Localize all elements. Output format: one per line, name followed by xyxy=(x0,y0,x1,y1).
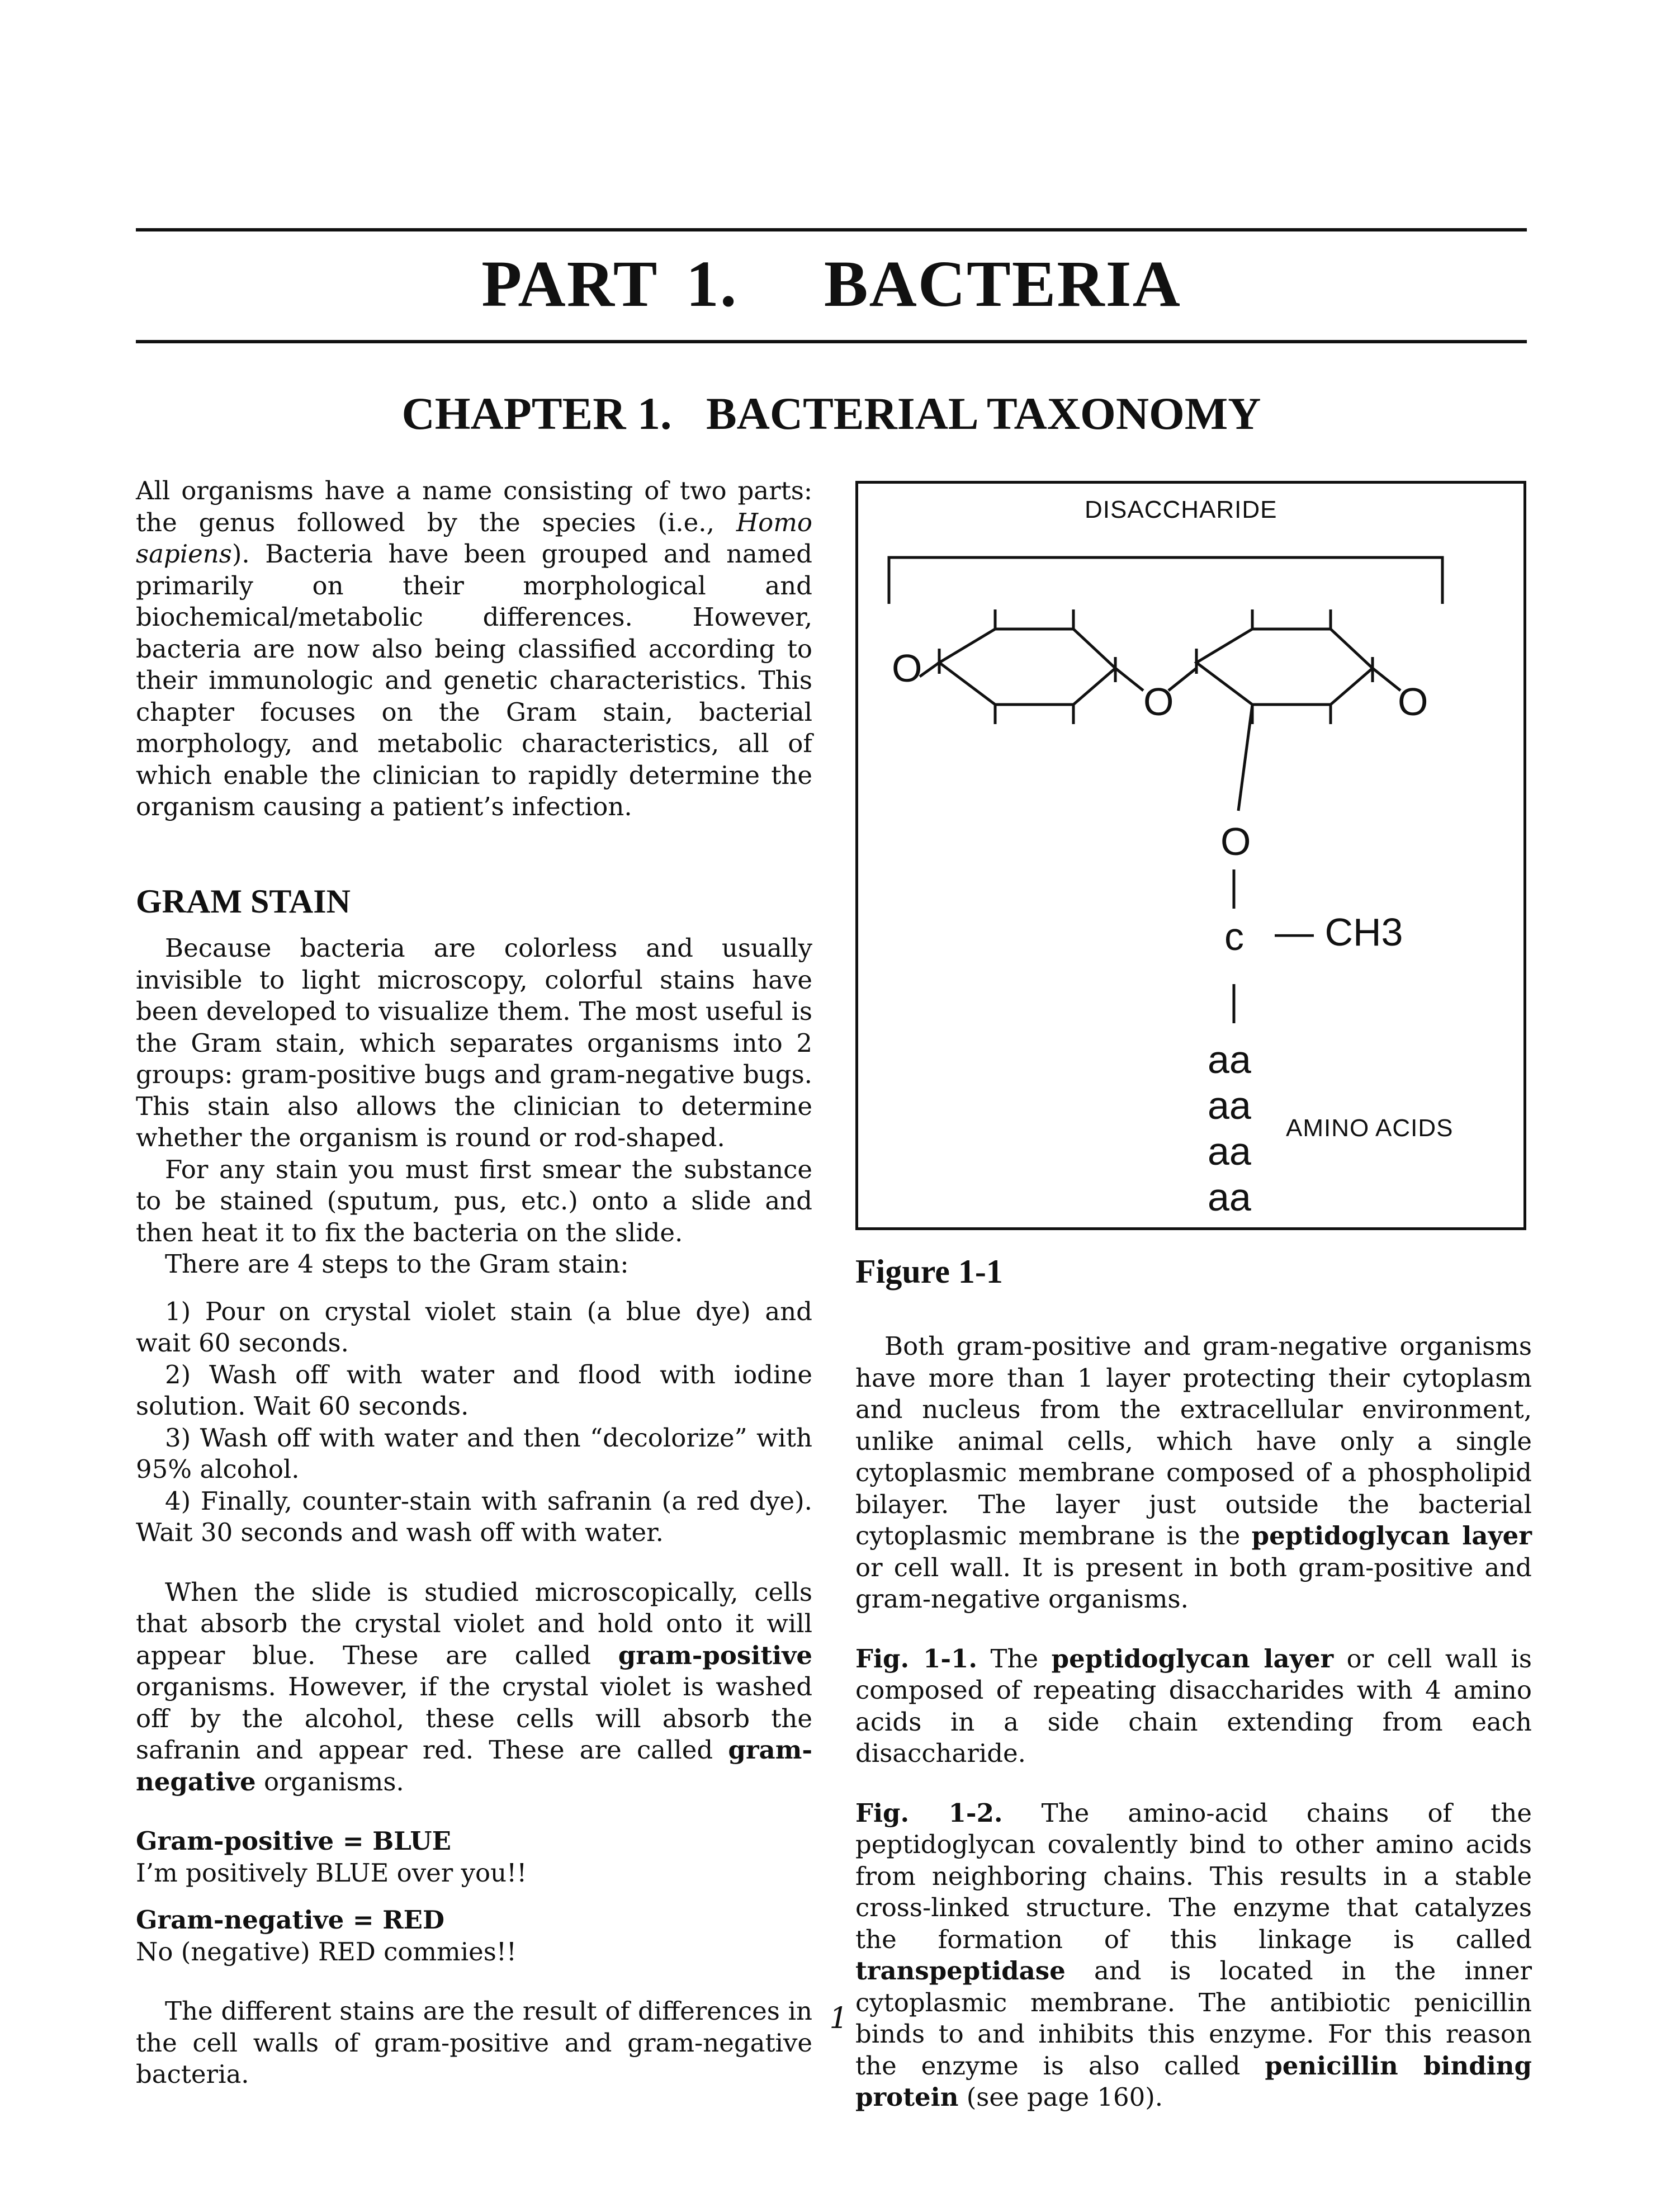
amino-acid-1: aa xyxy=(1208,1038,1251,1081)
gram-stain-step-4: 4) Finally, counter-stain with safranin (a red dye). Wait 30 seconds and wash off with water. xyxy=(136,1486,812,1547)
sugar-ring-left xyxy=(939,629,1115,705)
part-rule xyxy=(136,340,1527,343)
amino-acid-2: aa xyxy=(1208,1084,1251,1127)
oxygen-middle: O xyxy=(1143,680,1174,724)
fig-1-1-paragraph: Fig. 1-1. The peptidoglycan layer or cell wall is composed of repeating disaccharides with 4 amino acids in a side chain extending from each disaccharide. xyxy=(855,1643,1532,1768)
fig-1-2-paragraph: Fig. 1-2. The amino-acid chains of the peptidoglycan covalently bind to other amino acids from neighboring chains. This results in a stable cross-linked structure. The enzyme that catalyzes the formation of this linkage is called transpeptidase and is located in the inner cytoplasmic membrane. The antibiotic penicillin binds to and inhibits this enzyme. For this reason the enzyme is also called penicillin binding protein (see page 160). xyxy=(855,1798,1532,2112)
mnemonic-negative-text: No (negative) RED commies!! xyxy=(136,1936,517,1967)
peptidoglycan-figure xyxy=(855,481,1526,1230)
gram-stain-step-1: 1) Pour on crystal violet stain (a blue dye) and wait 60 seconds. xyxy=(136,1296,812,1358)
oxygen-right: O xyxy=(1398,680,1428,724)
fig-1-1-ref: Fig. 1-1. xyxy=(855,1643,978,1674)
mnemonic-positive-title: Gram-positive = BLUE xyxy=(136,1826,451,1856)
figure-caption: Figure 1-1 xyxy=(855,1253,1003,1290)
gram-stain-paragraph-2: For any stain you must first smear the substance to be stained (sputum, pus, etc.) onto a slide and then heat it to fix the bacteria on the slide. xyxy=(136,1154,812,1247)
cell-wall-paragraph: Both gram-positive and gram-negative organisms have more than 1 layer protecting their cytoplasm and nucleus from the extracellular environment, unlike animal cells, which have only a single cytoplasmic membrane composed of a phospholipid bilayer. The layer just outside the bacterial cytoplasmic membrane is the peptidoglycan layer or cell wall. It is present in both gram-positive and gram-negative organisms. xyxy=(855,1331,1532,1614)
amino-acids-label: AMINO ACIDS xyxy=(1286,1114,1454,1142)
intro-paragraph: All organisms have a name consisting of two parts: the genus followed by the species (i.e., Homo sapiens). Bacteria have been grouped and named primarily on their morphological and biochemical/metabolic differences. However, bacteria are now also being classified according to their immunologic and genetic characteristics. This chapter focuses on the Gram stain, bacterial morphology, and metabolic characteristics, all of which enable the clinician to rapidly determine the organism causing a patient’s infection. xyxy=(136,476,812,821)
gram-stain-paragraph-1: Because bacteria are colorless and usually invisible to light microscopy, colorful stains have been developed to visualize them. The most useful is the Gram stain, which separates organisms into 2 groups: gram-positive bugs and gram-negative bugs. This stain also allows the clinician to determine whether the organism is round or rod-shaped. xyxy=(136,933,812,1152)
species-example: Homo sapiens xyxy=(136,507,812,569)
gram-stain-step-3: 3) Wash off with water and then “decolorize” with 95% alcohol. xyxy=(136,1422,812,1484)
top-rule xyxy=(136,228,1527,231)
gram-stain-heading: GRAM STAIN xyxy=(136,882,351,920)
side-chain-bond xyxy=(1238,705,1252,811)
amino-acid-4: aa xyxy=(1208,1175,1251,1219)
gram-stain-paragraph-4: When the slide is studied microscopically, cells that absorb the crystal violet and hold onto it will appear blue. These are called gram-positive organisms. However, if the crystal violet is washed off by the alcohol, these cells will absorb the safranin and appear red. These are called gram-negative organisms. xyxy=(136,1577,812,1797)
amino-acid-3: aa xyxy=(1208,1129,1251,1173)
oxygen-left: O xyxy=(892,646,922,690)
disaccharide-label: DISACCHARIDE xyxy=(1085,496,1277,523)
fig-1-2-ref: Fig. 1-2. xyxy=(855,1798,1003,1828)
oxygen-side-chain: O xyxy=(1220,820,1251,863)
page-number: 1 xyxy=(829,2002,848,2035)
part-title: PART 1. BACTERIA xyxy=(481,247,1181,320)
gram-stain-paragraph-5: The different stains are the result of differences in the cell walls of gram-positive and gram-negative bacteria. xyxy=(136,1996,812,2089)
left-column xyxy=(136,475,812,2091)
chapter-title: CHAPTER 1. BACTERIAL TAXONOMY xyxy=(401,388,1261,439)
methyl-group: — CH3 xyxy=(1275,910,1403,954)
disaccharide-bracket xyxy=(889,557,1442,604)
sugar-ring-right xyxy=(1196,629,1373,705)
mnemonic-positive-text: I’m positively BLUE over you!! xyxy=(136,1857,527,1888)
mnemonic-negative-title: Gram-negative = RED xyxy=(136,1905,444,1935)
gram-stain-paragraph-3: There are 4 steps to the Gram stain: xyxy=(165,1249,629,1279)
gram-stain-step-2: 2) Wash off with water and flood with iodine solution. Wait 60 seconds. xyxy=(136,1359,812,1421)
carbon-label: c xyxy=(1224,915,1244,958)
right-column xyxy=(855,1331,1532,2114)
